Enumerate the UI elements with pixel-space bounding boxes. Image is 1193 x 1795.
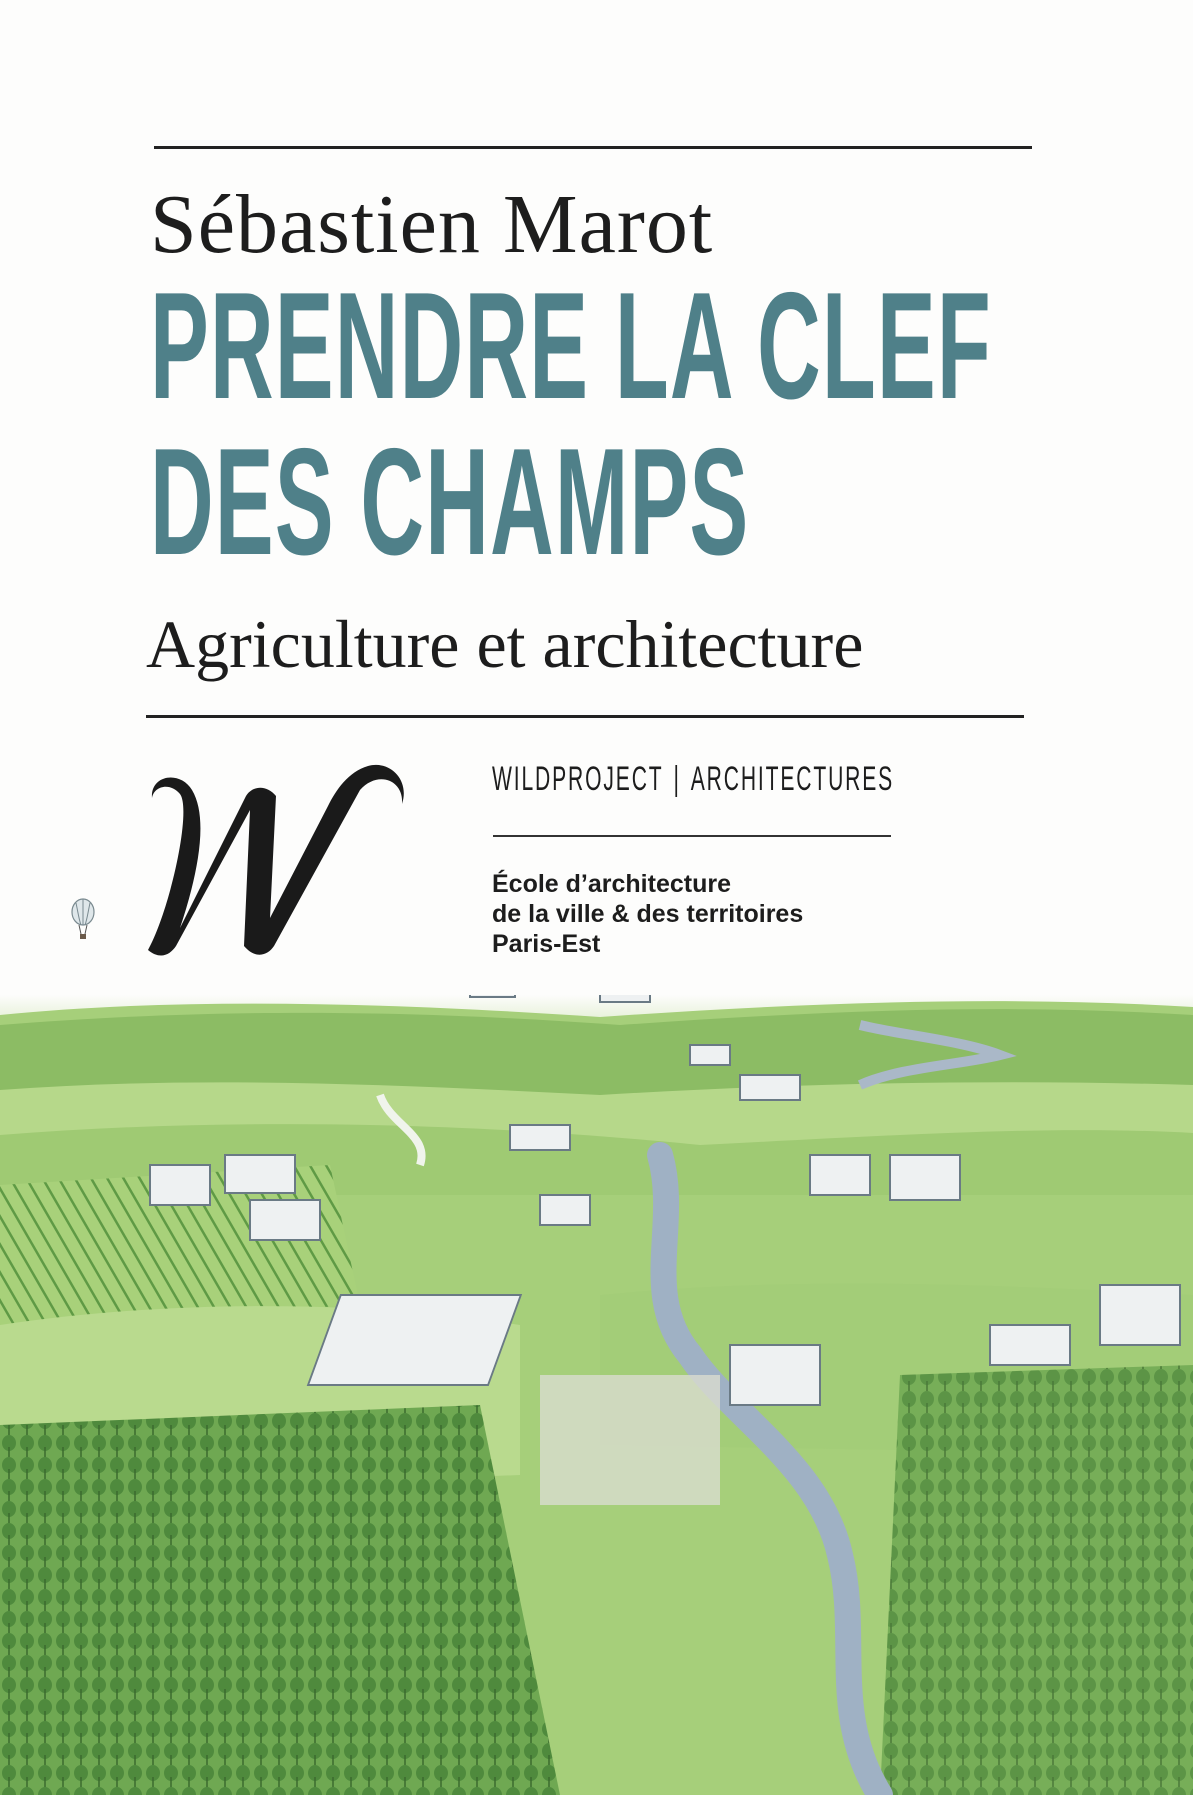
series-rule — [493, 835, 891, 837]
school-line-2: de la ville & des territoires — [492, 900, 804, 928]
wildproject-w-logo — [140, 750, 420, 970]
hot-air-balloon-icon — [70, 898, 96, 946]
book-title — [150, 261, 992, 587]
top-rule — [154, 146, 1032, 149]
publisher-series — [492, 760, 894, 799]
title-line-1: PRENDRE LA CLEF — [150, 261, 992, 431]
series-separator: | — [673, 760, 681, 798]
school-line-3: Paris-Est — [492, 930, 601, 958]
middle-rule — [146, 715, 1024, 718]
title-line-2: DES CHAMPS — [150, 417, 750, 587]
collection-name: ARCHITECTURES — [690, 760, 895, 798]
landscape-illustration — [0, 995, 1193, 1795]
school-line-1: École d’architecture — [492, 870, 731, 898]
book-subtitle: Agriculture et architecture — [146, 606, 864, 682]
publisher-name: WILDPROJECT — [492, 760, 664, 798]
school-name — [492, 869, 803, 959]
author-name: Sébastien Marot — [150, 178, 714, 271]
